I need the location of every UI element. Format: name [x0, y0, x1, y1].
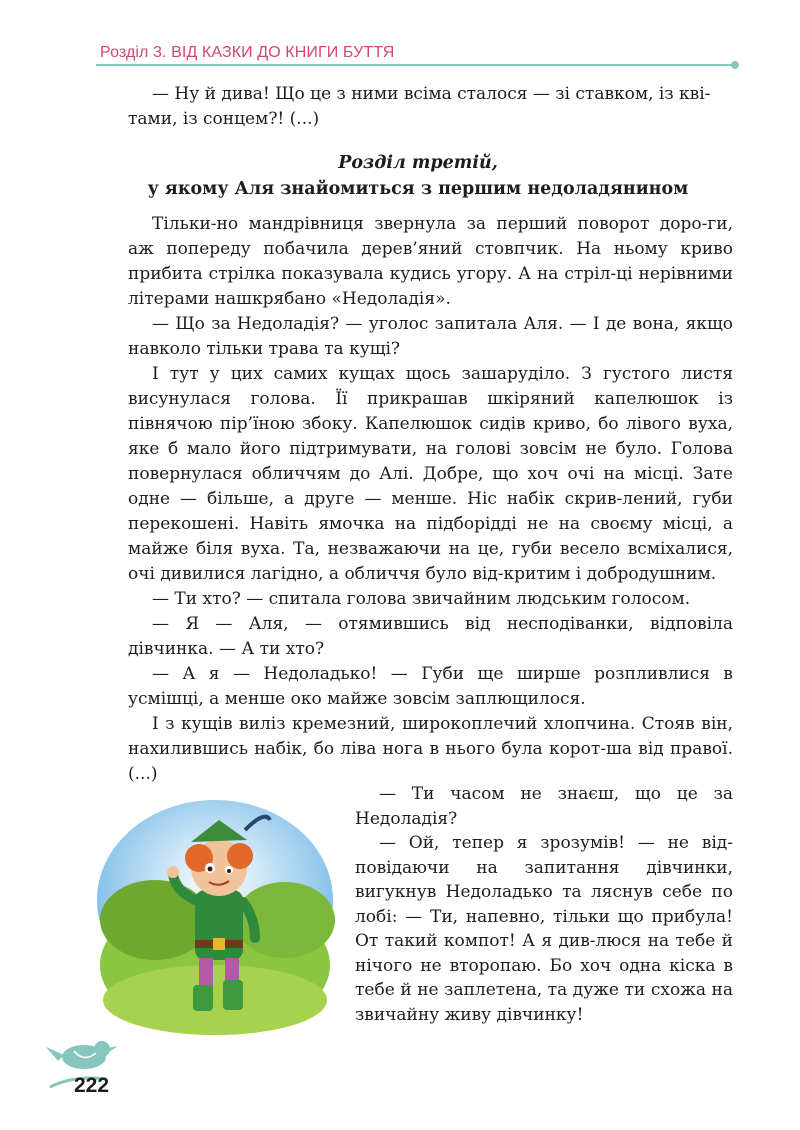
paragraph: — А я — Недоладько! — Губи ще ширше розпливлися в усмішці, а менше око майже зовсім заплющилося.	[128, 664, 733, 709]
chapter-title	[100, 150, 736, 202]
paragraph: — Що за Недоладія? — уголос запитала Аля. — І де вона, якщо навколо тільки трава та кущі?	[128, 314, 733, 359]
nedoladko-illustration	[95, 790, 335, 1040]
paragraph: І тут у цих самих кущах щось зашаруділо. З густого листя висунулася голова. Її прикрашав шкіряний капелюшок із півнячою пір’їною збоку. Капелюшок сидів криво, бо лівого вуха, яке б мало його підтримувати, на голові зовсім не було. Голова повернулася обличчям до Алі. Добре, що хоч очі на місці. Зате одне — більше, а друге — менше. Ніс набік скрив-лений, губи перекошені. Навіть ямочка на підборідді не на своєму місці, а майже біля вуха. Та, незважаючи на це, губи весело всміхалися, очі дивилися лагідно, а обличчя було від-критим і добродушним.	[128, 364, 733, 584]
intro-line-1: — Ну й дива! Що це з ними всіма сталося — зі ставком, із кві-	[152, 84, 711, 104]
side-text	[355, 782, 733, 1027]
paragraph: — Я — Аля, — отямившись від несподіванки, відповіла дівчинка. — А ти хто?	[128, 614, 733, 659]
paragraph: — Ти часом не знаєш, що це за Недоладія?	[355, 784, 733, 829]
paragraph: І з кущів виліз кремезний, широкоплечий хлопчина. Стояв він, нахилившись набік, бо ліва нога в нього була корот-ша від правої. (...)	[128, 714, 733, 784]
paragraph: — Ти хто? — спитала голова звичайним людським голосом.	[152, 589, 691, 609]
section-header: Розділ 3. ВІД КАЗКИ ДО КНИГИ БУТТЯ	[100, 44, 395, 61]
paragraph: Тільки-но мандрівниця звернула за перший поворот доро-ги, аж попереду побачила дерев’яний стовпчик. На ньому криво прибита стрілка показувала кудись угору. А на стріл-ці нерівними літерами нашкрябано «Недоладія».	[128, 214, 733, 309]
paragraph: — Ой, тепер я зрозумів! — не від-повідаючи на запитання дівчинки, вигукнув Недоладько та ляснув себе по лобі: — Ти, напевно, тільки що прибула! От такий компот! А я див-люся на тебе й нічого не второпаю. Бо хоч одна кіска в тебе й не заплетена, та дуже ти схожа на звичайну живу дівчинку!	[355, 833, 733, 1025]
header-divider	[96, 64, 736, 66]
body-text	[128, 212, 733, 787]
intro-line-2: тами, із сонцем?! (...)	[128, 109, 320, 129]
page-number: 222	[74, 1074, 110, 1097]
intro-text	[128, 82, 733, 132]
chapter-title-line-2: у якому Аля знайомиться з першим недоладянином	[147, 179, 689, 199]
header-divider-dot	[731, 61, 739, 69]
chapter-title-line-1: Розділ третій,	[338, 153, 498, 173]
